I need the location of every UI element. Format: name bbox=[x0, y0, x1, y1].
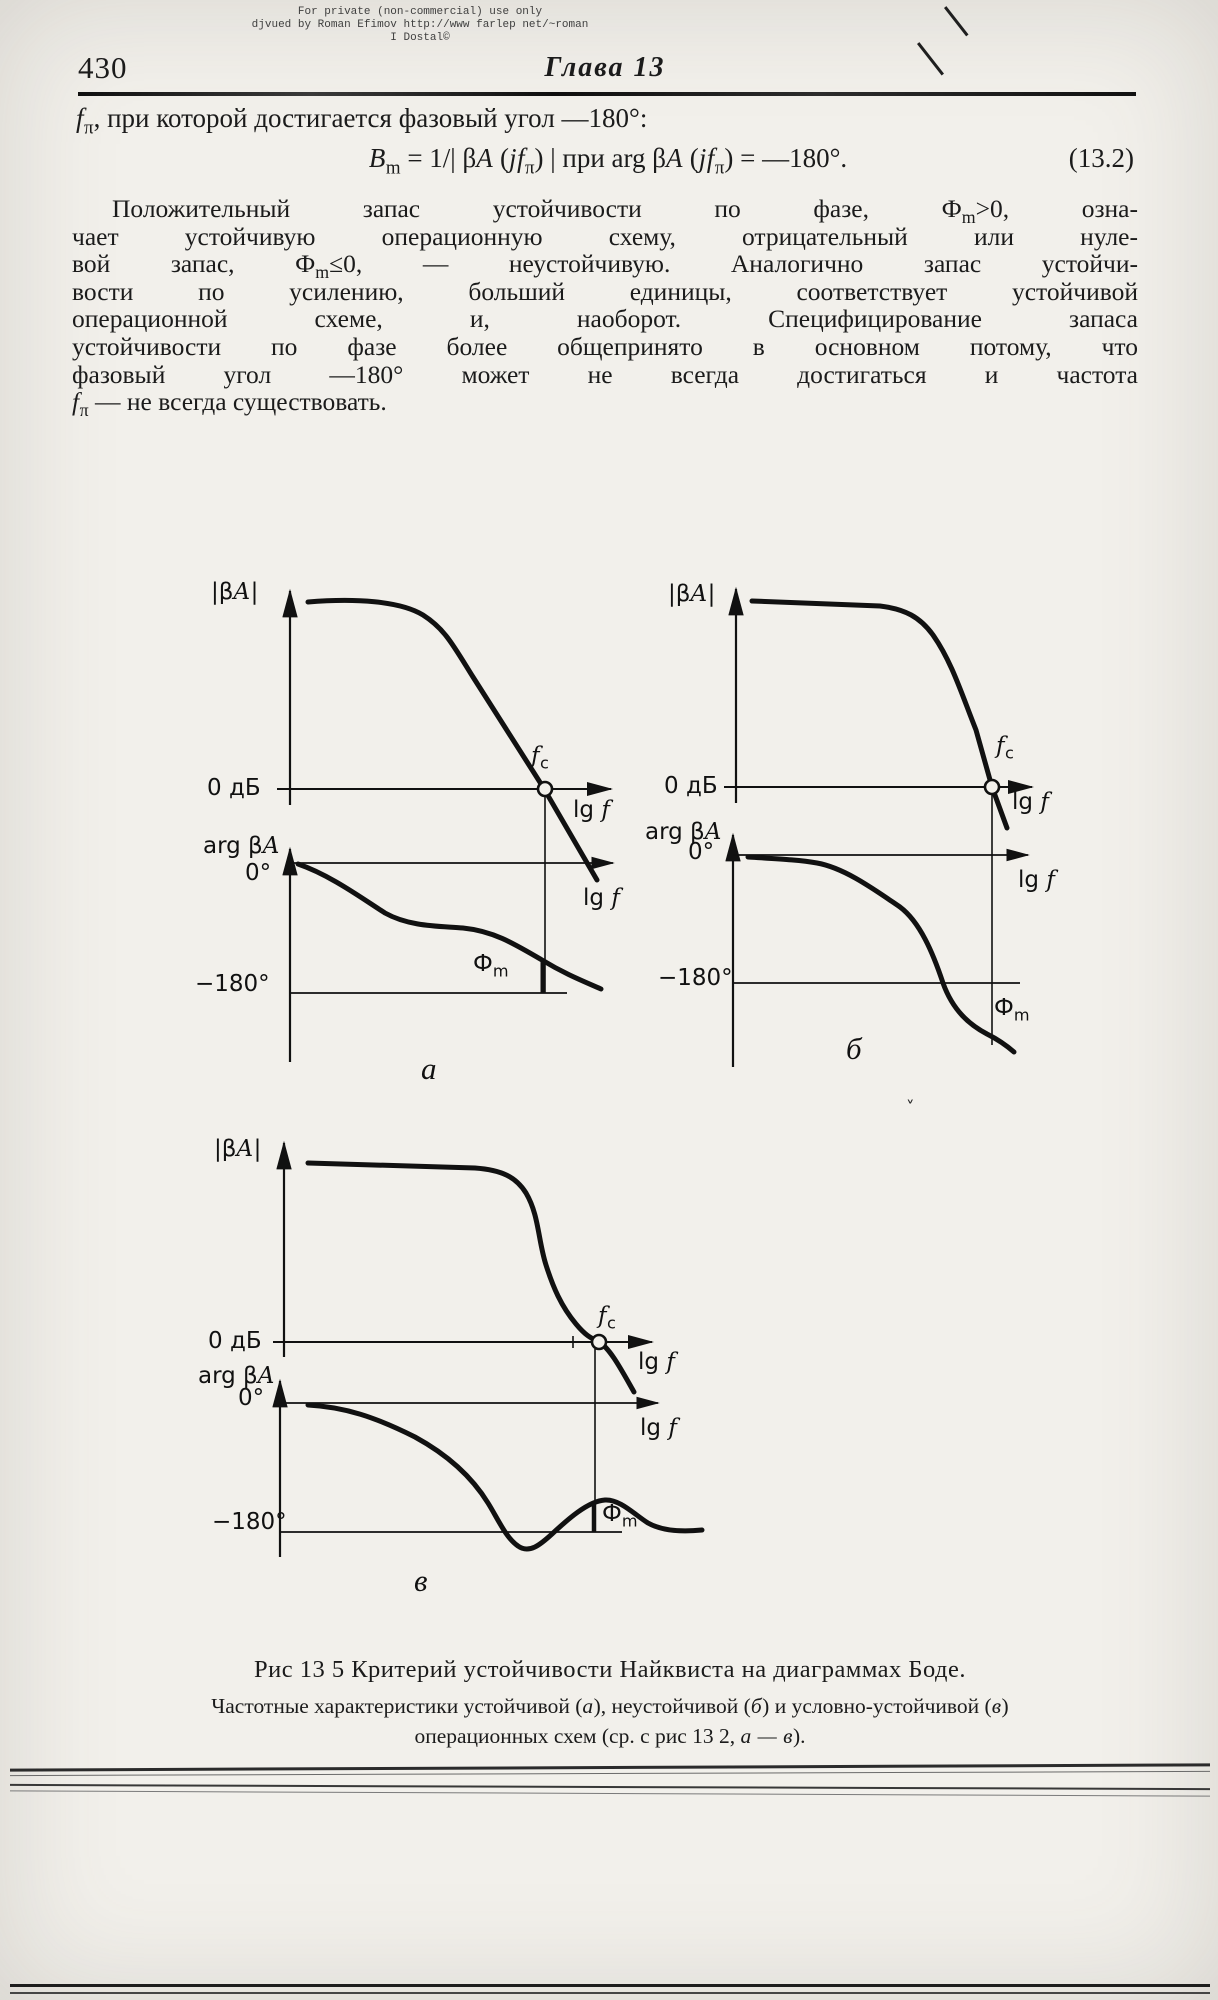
paragraph-line: Положительный запас устойчивости по фазе, $Ф_m>0$, озна- bbox=[112, 194, 1138, 228]
watermark-line: I Dostal© bbox=[390, 32, 450, 44]
zero-db-label: 0 дБ bbox=[207, 775, 261, 801]
body-paragraph bbox=[72, 194, 1139, 421]
lg-f-label: lg f bbox=[1018, 867, 1056, 893]
scan-artifact-caret: ˅ bbox=[906, 1098, 915, 1118]
figure-caption-title: Рис 13 5 Критерий устойчивости Найквиста на диаграммах Боде. bbox=[253, 1656, 967, 1683]
magnitude-curve bbox=[752, 601, 1007, 828]
arg-axis-label: arg βA bbox=[203, 833, 280, 859]
lg-f-label: lg f bbox=[573, 797, 611, 823]
scan-artifact-rule bbox=[10, 1992, 1210, 1994]
header-rule bbox=[78, 92, 1136, 96]
arg-axis-label: arg βA bbox=[198, 1363, 275, 1389]
arg-axis-label: arg βA bbox=[645, 819, 722, 845]
fc-label: $f_c$ bbox=[996, 733, 1014, 763]
intro-line: $f_\pi$, при которой достигается фазовый угол —180°: bbox=[76, 103, 648, 139]
paragraph-line: операционной схеме, и, наоборот. Специфицирование запаса bbox=[72, 304, 1138, 334]
page-number: 430 bbox=[78, 50, 128, 85]
lg-f-label: lg f bbox=[583, 885, 621, 911]
paragraph-line: $f_\pi$ — не всегда существовать. bbox=[72, 387, 387, 421]
fc-label: $f_c$ bbox=[531, 743, 549, 773]
scan-artifact-slash bbox=[944, 6, 968, 36]
zero-deg-label: 0° bbox=[688, 839, 715, 865]
paragraph-line: чает устойчивую операционную схему, отрицательный или нуле- bbox=[72, 221, 1138, 251]
scan-artifact-rule bbox=[10, 1784, 1210, 1790]
crossover-point bbox=[592, 1335, 606, 1349]
scan-artifact-rule bbox=[10, 1771, 1210, 1777]
bode-plot-v bbox=[190, 1125, 760, 1660]
equation bbox=[76, 143, 1140, 179]
panel-letter-v: в bbox=[414, 1563, 428, 1598]
magnitude-axis-label: |βA| bbox=[668, 581, 716, 607]
magnitude-axis-label: |βA| bbox=[211, 579, 259, 605]
watermark-line: For private (non-commercial) use only bbox=[297, 6, 543, 18]
figure-caption-line: Частотные характеристики устойчивой (а), неустойчивой (б) и условно-устойчивой (в) bbox=[211, 1694, 1009, 1718]
panel-letter-a: а bbox=[421, 1051, 437, 1086]
figure-panel-b bbox=[640, 575, 1060, 1120]
paragraph-line: вой запас, $Ф_m\le 0$, — неустойчивую. Аналогично запас устойчи- bbox=[72, 249, 1139, 283]
magnitude-curve bbox=[308, 600, 597, 880]
zero-deg-label: 0° bbox=[245, 860, 272, 886]
equation-body: $B_m = 1/|$ βA $(jf_\pi)$ | при arg βA $(jf_\pi)$ = —180°. bbox=[368, 143, 848, 179]
phase-margin-label: $Ф_m$ bbox=[602, 1501, 638, 1531]
magnitude-axis-label: |βA| bbox=[214, 1136, 262, 1162]
chapter-title: Глава 13 bbox=[544, 52, 666, 83]
figure-caption-line: операционных схем (ср. с рис 13 2, а — в). bbox=[414, 1724, 806, 1748]
panel-letter-b: б bbox=[846, 1031, 862, 1066]
scan-artifact-rule bbox=[10, 1984, 1210, 1987]
magnitude-curve bbox=[308, 1163, 634, 1392]
zero-deg-label: 0° bbox=[238, 1385, 265, 1411]
phase-margin-label: $Ф_m$ bbox=[994, 995, 1030, 1025]
scan-artifact-rule bbox=[10, 1790, 1210, 1796]
lg-f-label: lg f bbox=[1012, 789, 1050, 815]
minus-180-label: −180° bbox=[658, 965, 733, 991]
crossover-point bbox=[985, 780, 999, 794]
figure-panel-v bbox=[190, 1125, 760, 1660]
figure-panel-a bbox=[195, 575, 640, 1120]
phase-margin-label: $Ф_m$ bbox=[473, 951, 509, 981]
paragraph-line: фазовый угол —180° может не всегда достигаться и частота bbox=[72, 359, 1138, 389]
crossover-point bbox=[538, 782, 552, 796]
zero-db-label: 0 дБ bbox=[208, 1328, 262, 1354]
paragraph-line: устойчивости по фазе более общепринято в основном потому, что bbox=[72, 331, 1138, 361]
lg-f-label: lg f bbox=[640, 1415, 678, 1441]
paragraph-line: вости по усилению, больший единицы, соответствует устойчивой bbox=[72, 276, 1138, 306]
scan-watermark bbox=[160, 6, 680, 45]
watermark-line: djvued by Roman Efimov http://www farlep net/~roman bbox=[251, 19, 589, 31]
minus-180-label: −180° bbox=[212, 1509, 287, 1535]
scan-artifact-rule bbox=[10, 1763, 1210, 1771]
fc-label: $f_c$ bbox=[598, 1303, 616, 1333]
equation-number: (13.2) bbox=[1068, 143, 1134, 173]
lg-f-label: lg f bbox=[638, 1349, 676, 1375]
phase-curve bbox=[748, 857, 1014, 1052]
zero-db-label: 0 дБ bbox=[664, 773, 718, 799]
phase-curve bbox=[298, 864, 601, 989]
minus-180-label: −180° bbox=[195, 971, 270, 997]
